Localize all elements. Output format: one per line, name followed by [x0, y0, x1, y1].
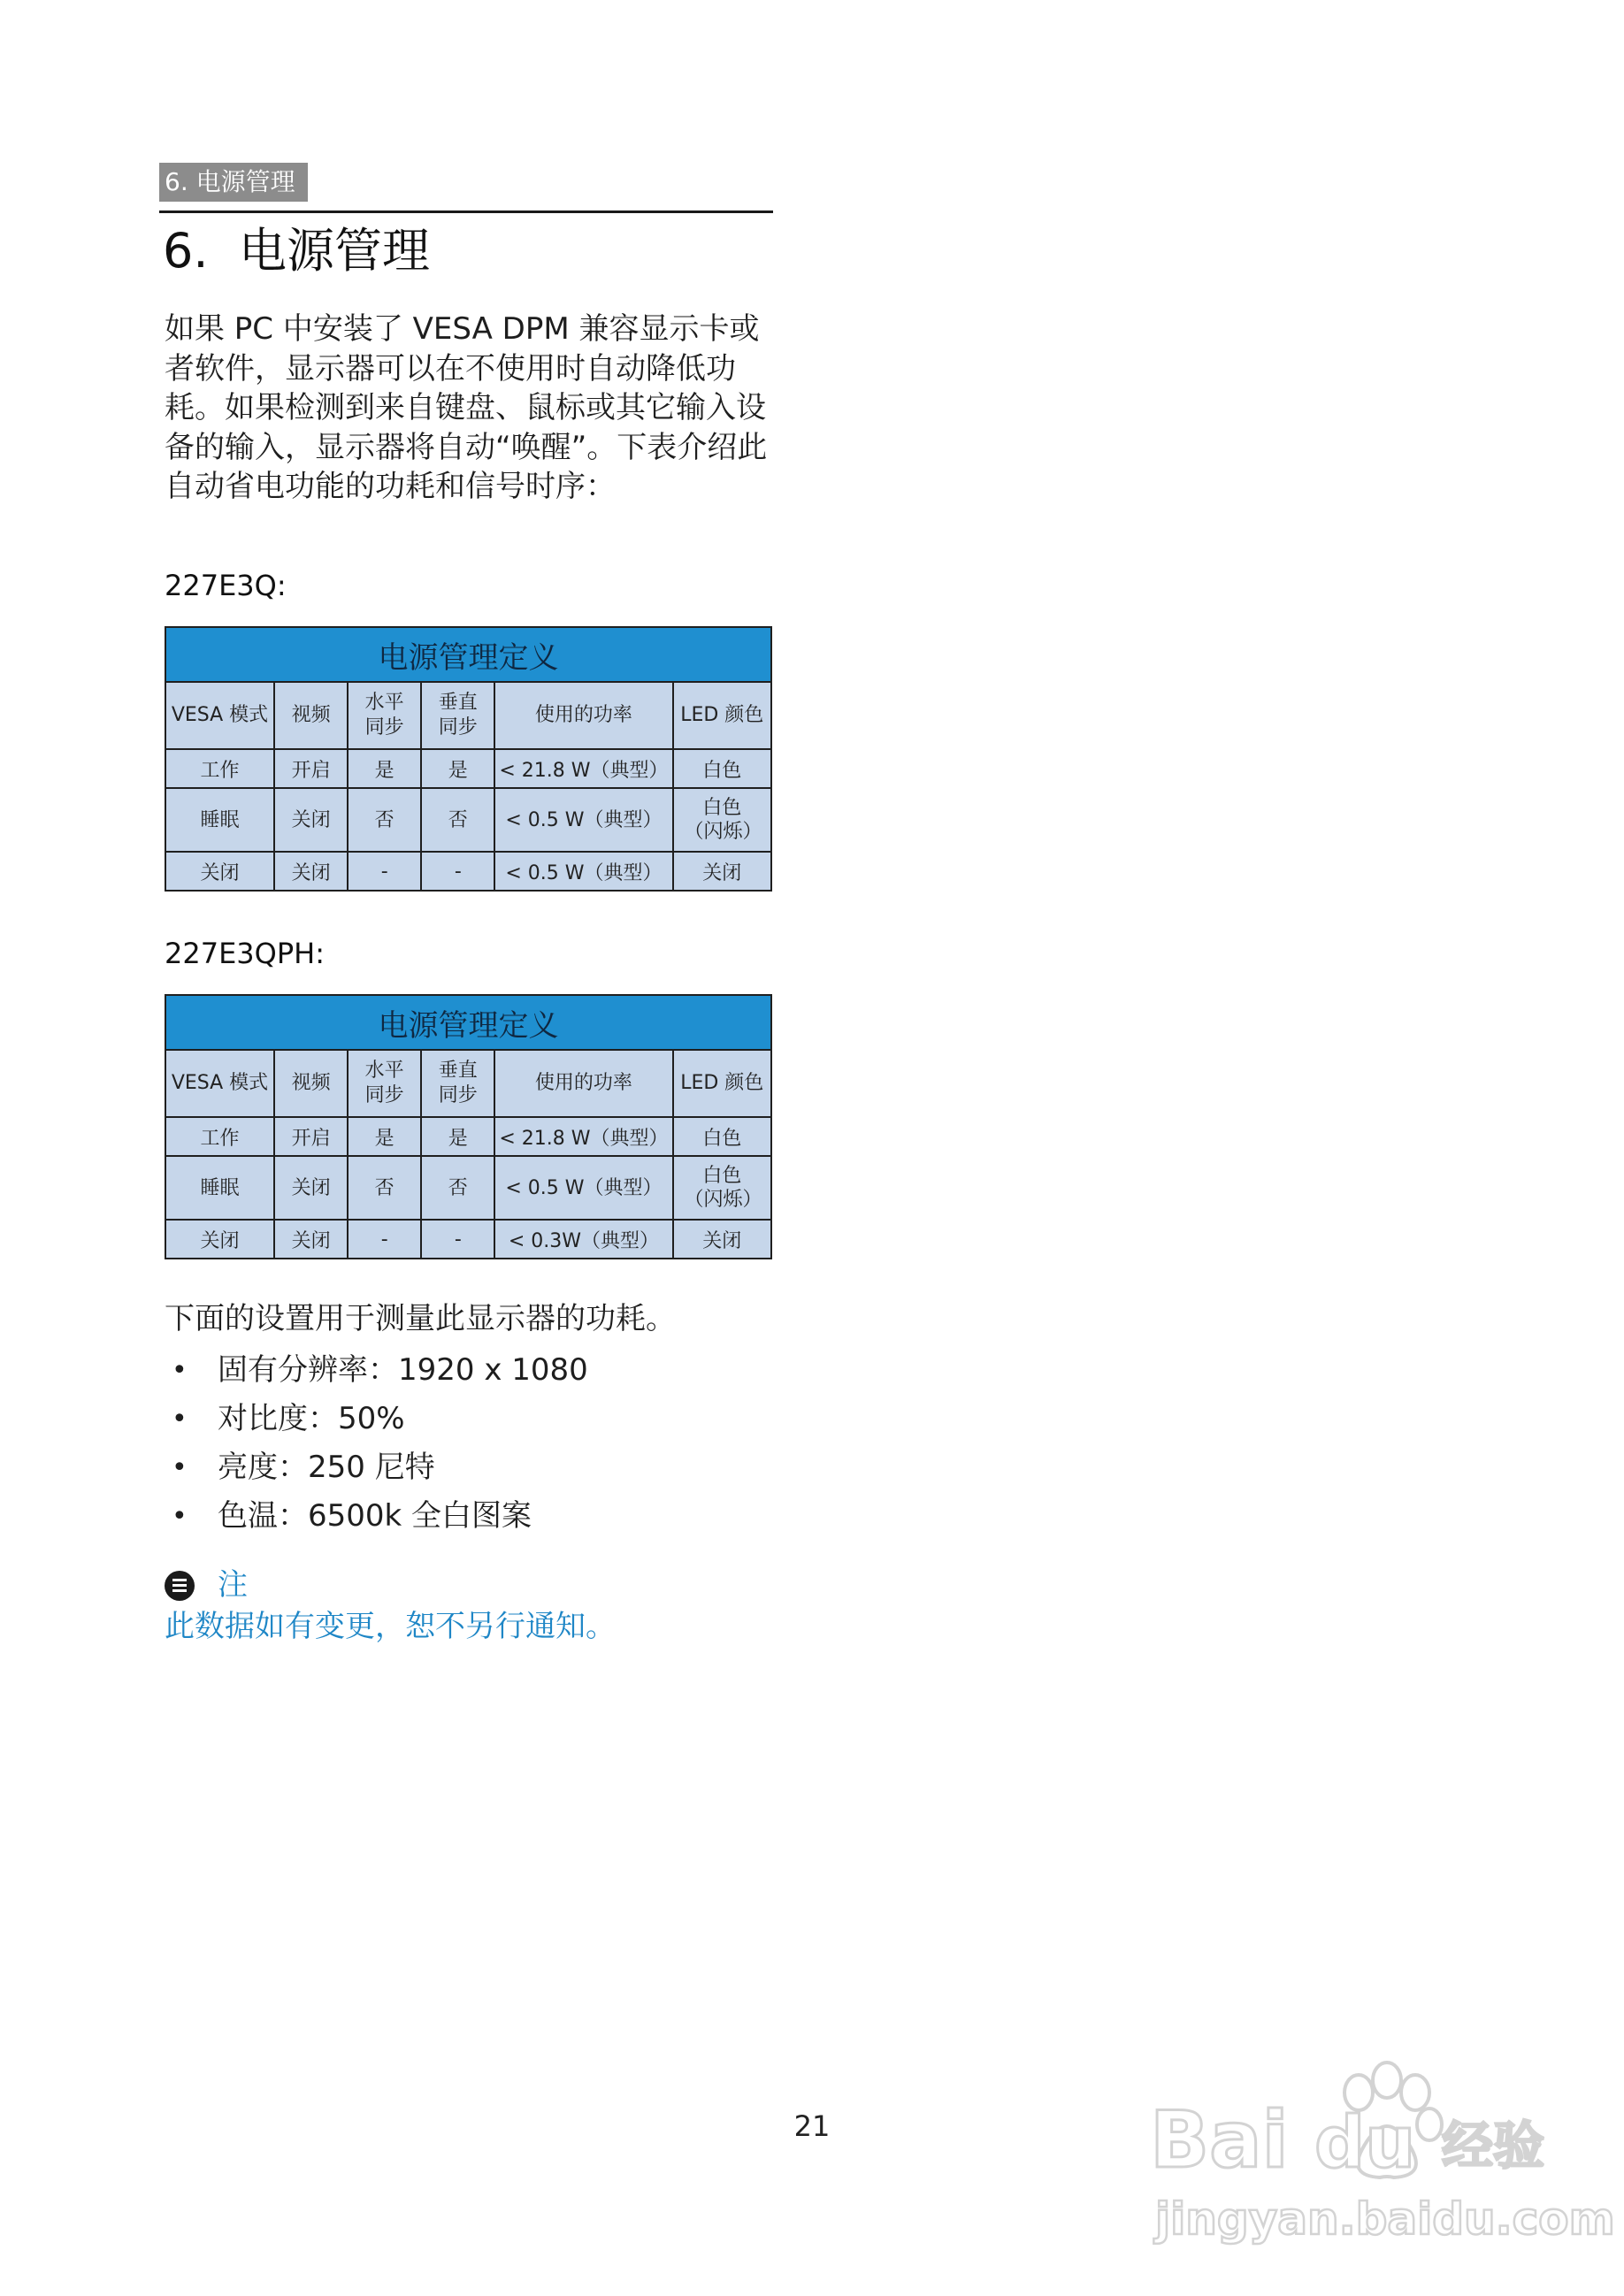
header-vesa-mode: VESA 模式 — [165, 1050, 274, 1117]
measurement-settings-list — [165, 1346, 588, 1541]
cell-led: 白色 — [673, 749, 772, 788]
chapter-title-text: 电源管理 — [239, 223, 430, 279]
bullet-icon: • — [172, 1404, 188, 1435]
header-video: 视频 — [274, 682, 348, 749]
header-rule — [159, 210, 773, 213]
cell-power: < 21.8 W（典型） — [494, 1117, 672, 1156]
cell-power: < 0.5 W（典型） — [494, 788, 672, 852]
model-label-227e3q: 227E3Q: — [165, 569, 287, 602]
bullet-icon: • — [172, 1355, 188, 1386]
power-management-table-227e3qph — [165, 994, 772, 1259]
cell-video: 关闭 — [274, 852, 348, 891]
watermark-brand: Bai — [1150, 2094, 1289, 2185]
table-row — [165, 1117, 771, 1156]
cell-power: < 0.5 W（典型） — [494, 852, 672, 891]
cell-power: < 0.5 W（典型） — [494, 1156, 672, 1220]
table-row — [165, 1220, 771, 1259]
cell-v-sync: 是 — [421, 749, 494, 788]
cell-h-sync: 是 — [348, 1117, 421, 1156]
header-power-used: 使用的功率 — [494, 682, 672, 749]
cell-led: 关闭 — [673, 1220, 772, 1259]
cell-v-sync: - — [421, 1220, 494, 1259]
section-tag: 6. 电源管理 — [159, 163, 308, 202]
watermark-brand-tail: du — [1314, 2101, 1416, 2184]
list-item — [165, 1346, 588, 1395]
list-item — [165, 1395, 588, 1443]
cell-mode: 关闭 — [165, 852, 274, 891]
header-vesa-mode: VESA 模式 — [165, 682, 274, 749]
table-title: 电源管理定义 — [165, 995, 771, 1050]
header-v-sync: 垂直同步 — [421, 1050, 494, 1117]
watermark-label: 经验 — [1442, 2116, 1545, 2176]
cell-video: 开启 — [274, 1117, 348, 1156]
note-text: 此数据如有变更，恕不另行通知。 — [165, 1609, 616, 1644]
cell-h-sync: - — [348, 852, 421, 891]
watermark-url: jingyan.baidu.com — [1155, 2193, 1615, 2245]
chapter-number: 6. — [163, 223, 209, 279]
header-video: 视频 — [274, 1050, 348, 1117]
table-row — [165, 749, 771, 788]
note-title: 注 — [218, 1567, 248, 1603]
bullet-icon: • — [172, 1452, 188, 1483]
list-item — [165, 1443, 588, 1492]
header-v-sync: 垂直同步 — [421, 682, 494, 749]
cell-led: 白色 — [673, 1117, 772, 1156]
cell-h-sync: 否 — [348, 788, 421, 852]
power-management-table-227e3q — [165, 626, 772, 892]
table-row — [165, 852, 771, 891]
setting-text: 色温：6500k 全白图案 — [218, 1498, 532, 1534]
cell-led: 关闭 — [673, 852, 772, 891]
cell-video: 关闭 — [274, 1220, 348, 1259]
header-h-sync: 水平同步 — [348, 682, 421, 749]
table-title: 电源管理定义 — [165, 627, 771, 682]
cell-mode: 睡眠 — [165, 1156, 274, 1220]
header-power-used: 使用的功率 — [494, 1050, 672, 1117]
cell-v-sync: 否 — [421, 1156, 494, 1220]
cell-power: < 0.3W（典型） — [494, 1220, 672, 1259]
list-item — [165, 1492, 588, 1541]
cell-v-sync: 是 — [421, 1117, 494, 1156]
table-row — [165, 788, 771, 852]
bullet-icon: • — [172, 1501, 188, 1532]
intro-paragraph: 如果 PC 中安装了 VESA DPM 兼容显示卡或者软件，显示器可以在不使用时自动降低功耗。如果检测到来自键盘、鼠标或其它输入设备的输入，显示器将自动“唤醒”。下表介绍此自动省电功能的功耗和信号时序： — [165, 311, 768, 504]
header-led-color: LED 颜色 — [673, 1050, 772, 1117]
table-row — [165, 1156, 771, 1220]
cell-led: 白色（闪烁） — [673, 1156, 772, 1220]
setting-text: 亮度：250 尼特 — [218, 1450, 435, 1485]
setting-text: 固有分辨率：1920 x 1080 — [218, 1352, 588, 1388]
model-label-227e3qph: 227E3QPH: — [165, 937, 325, 970]
setting-text: 对比度：50% — [218, 1401, 405, 1436]
cell-mode: 工作 — [165, 1117, 274, 1156]
page-number: 21 — [793, 2109, 831, 2143]
header-h-sync: 水平同步 — [348, 1050, 421, 1117]
cell-v-sync: 否 — [421, 788, 494, 852]
note-icon — [165, 1571, 195, 1601]
cell-video: 开启 — [274, 749, 348, 788]
chapter-title — [163, 219, 430, 283]
cell-h-sync: 否 — [348, 1156, 421, 1220]
cell-v-sync: - — [421, 852, 494, 891]
header-led-color: LED 颜色 — [673, 682, 772, 749]
cell-h-sync: - — [348, 1220, 421, 1259]
cell-video: 关闭 — [274, 788, 348, 852]
baidu-jingyan-watermark — [1150, 2061, 1615, 2264]
cell-mode: 关闭 — [165, 1220, 274, 1259]
cell-mode: 工作 — [165, 749, 274, 788]
measurement-intro: 下面的设置用于测量此显示器的功耗。 — [165, 1301, 676, 1336]
cell-mode: 睡眠 — [165, 788, 274, 852]
cell-h-sync: 是 — [348, 749, 421, 788]
cell-video: 关闭 — [274, 1156, 348, 1220]
cell-power: < 21.8 W（典型） — [494, 749, 672, 788]
cell-led: 白色（闪烁） — [673, 788, 772, 852]
